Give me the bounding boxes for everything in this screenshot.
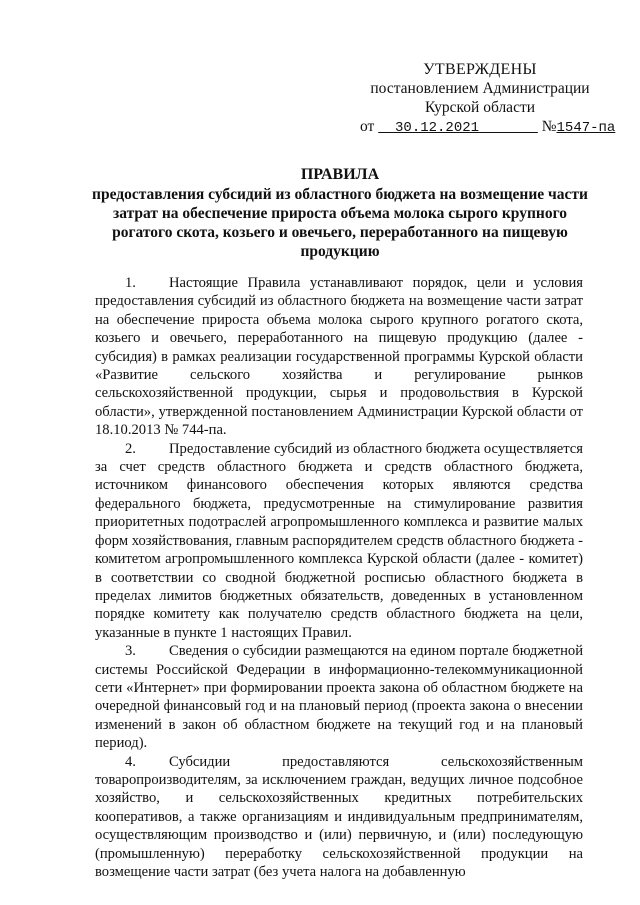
subtitle-line: продукцию	[300, 243, 380, 260]
document-title-block	[80, 165, 600, 261]
approval-date: 30.12.2021	[395, 120, 480, 136]
paragraph-number: 3.	[125, 643, 136, 660]
paragraph-text: Сведения о субсидии размещаются на едином портале бюджетной системы Российской Федерации в информационно-телекоммуникационной сети «Интернет» при формировании проекта закона об областном бюджете на очередной финансовый год и на плановый период (проекта закона о внесении изменений в закон об областном бюджете на текущий год и на плановый период).	[95, 643, 583, 752]
paragraph-4	[95, 753, 583, 882]
document-title: ПРАВИЛА	[300, 166, 380, 183]
paragraph-3	[95, 642, 583, 752]
approval-date-line	[360, 117, 616, 138]
subtitle-line: рогатого скота, козьего и овечьего, переработанного на пищевую	[112, 224, 568, 241]
approval-line-2: Курской области	[424, 99, 536, 116]
approval-number: 1547-па	[556, 120, 616, 136]
paragraph-number: 1.	[125, 275, 136, 291]
paragraph-text: Настоящие Правила устанавливают порядок, цели и условия предоставления субсидий из областного бюджета на возмещение части затрат на обеспечение прироста объема молока сырого крупного рогатого скота, козьего и овечьего, переработанного на пищевую продукцию (далее - субсидия) в рамках реализации государственной программы Курской области «Развитие сельского хозяйства и регулирование рынков сельскохозяйственной продукции, сырья и продовольствия в Курской области», утвержденной постановлением Администрации Курской области от 18.10.2013 № 744-па.	[95, 275, 583, 439]
subtitle-line: затрат на обеспечение прироста объема молока сырого крупного	[113, 205, 567, 222]
subtitle-line: предоставления субсидий из областного бюджета на возмещение части	[92, 186, 588, 203]
document-body	[95, 274, 583, 881]
paragraph-text: Предоставление субсидий из областного бюджета осуществляется за счет средств областного бюджета и средств областного бюджета, источником финансового обеспечения которых являются средства федерального бюджета, предусмотренные на стимулирование развития приоритетных подотраслей агропромышленного комплекса и развитие малых форм хозяйствования, главным распорядителем средств областного бюджета - комитетом агропромышленного комплекса Курской области (далее - комитет) в соответствии со сводной бюджетной росписью областного бюджета в пределах лимитов бюджетных обязательств, доведенных в установленном порядке комитету как получателю средств областного бюджета на цели, указанные в пункте 1 настоящих Правил.	[95, 440, 583, 641]
approval-stamp	[360, 60, 616, 138]
date-prefix: от	[360, 118, 375, 135]
paragraph-1	[95, 274, 583, 440]
approval-line-1: постановлением Администрации	[370, 80, 590, 97]
paragraph-number: 2.	[125, 440, 136, 457]
paragraph-2	[95, 440, 583, 642]
approval-heading: УТВЕРЖДЕНЫ	[423, 61, 537, 78]
paragraph-number: 4.	[125, 753, 136, 770]
paragraph-text: Субсидии предоставляются сельскохозяйственным товаропроизводителям, за исключением граждан, ведущих личное подсобное хозяйство, и сельскохозяйственных кредитных потребительских кооперативов, а также организациям и индивидуальным предпринимателям, осуществляющим производство и (или) первичную, и (или) последующую (промышленную) переработку сельскохозяйственной продукции на возмещение части затрат (без учета налога на добавленную	[95, 753, 583, 880]
number-prefix: №	[541, 118, 557, 135]
